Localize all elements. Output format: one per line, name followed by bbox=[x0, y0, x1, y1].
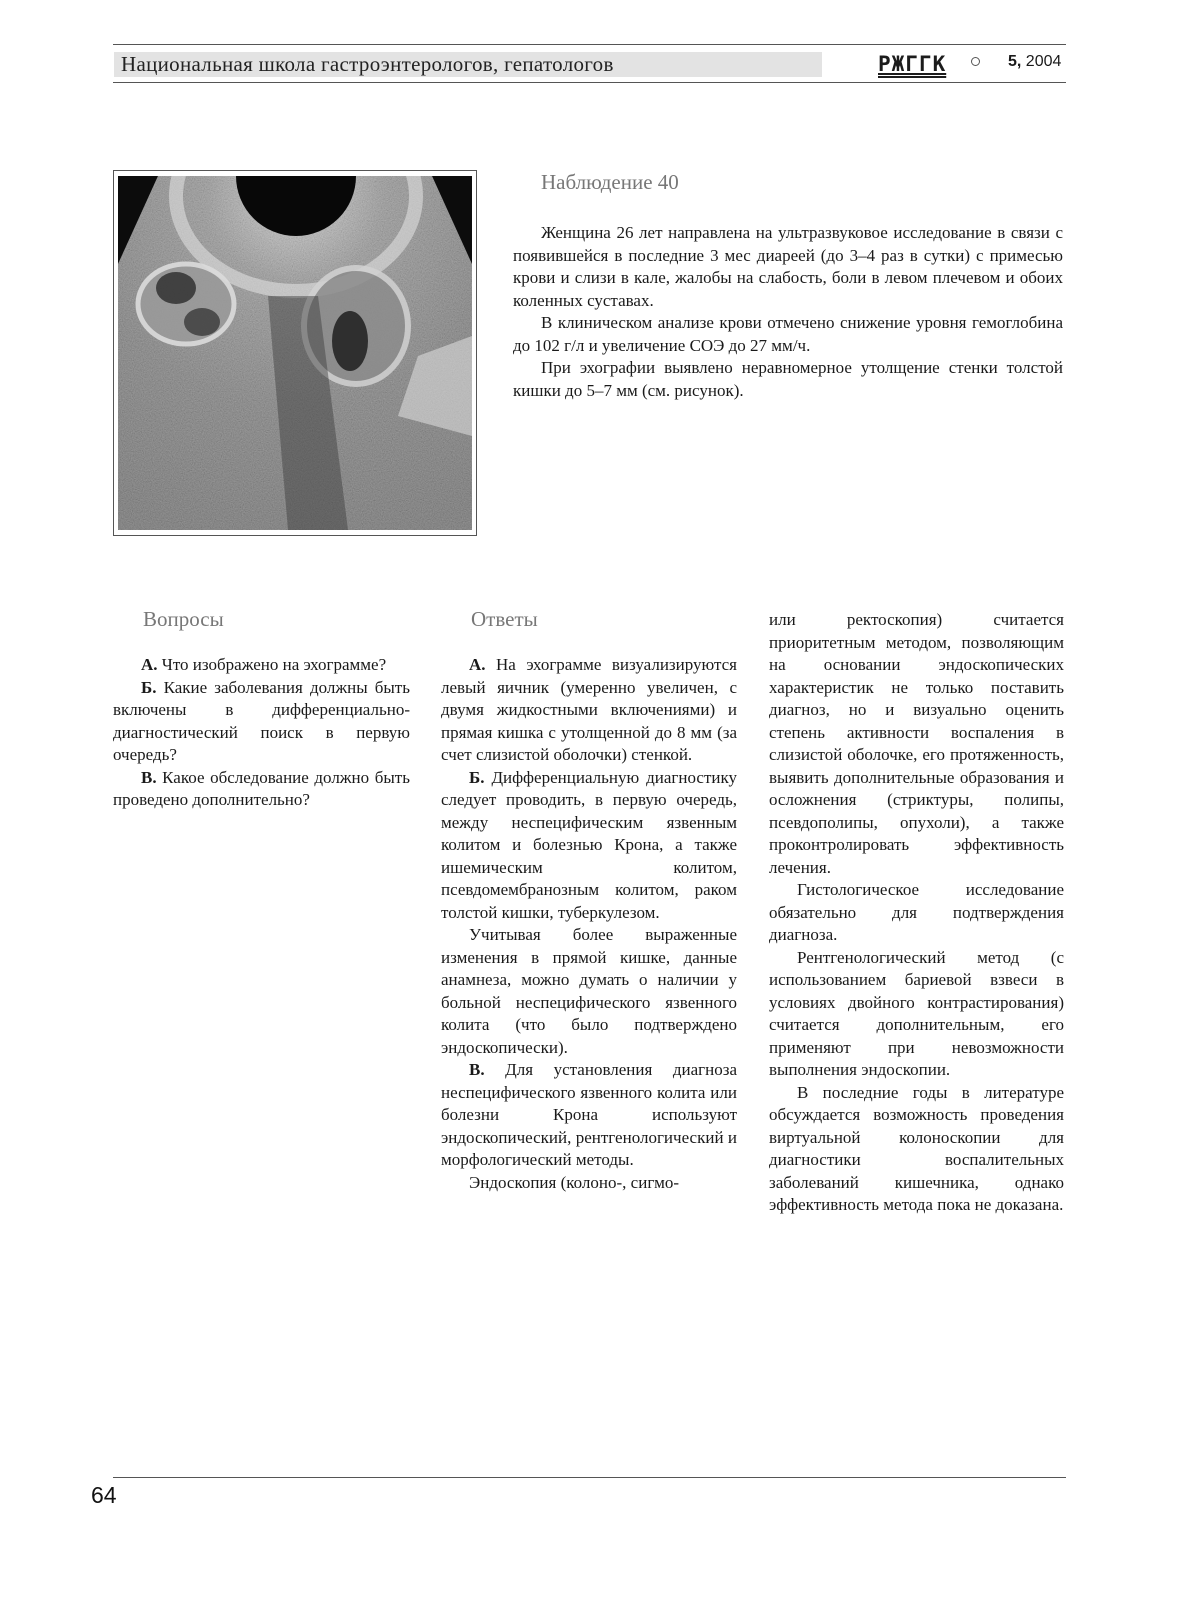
case-description bbox=[513, 222, 1063, 402]
ultrasound-echogram-image bbox=[118, 176, 472, 530]
header-top-rule bbox=[113, 44, 1066, 45]
answer-paragraph: или ректоскопия) считается приоритетным методом, позволяющим на основании эндоскопических характеристик не только поставить диагноз, но и визуально оценить степень активности воспаления в слизистой оболочке, его протяженность, выявить дополнительные образования и осложнения (стриктуры, полипы, псевдополипы, опухоли), а также проконтролировать эффективность лечения. bbox=[769, 610, 1064, 877]
answer-label: Б. bbox=[469, 767, 485, 787]
question-item bbox=[113, 677, 410, 767]
question-label: В. bbox=[141, 767, 157, 787]
questions-heading: Вопросы bbox=[143, 607, 224, 631]
case-paragraph: Женщина 26 лет направлена на ультразвуковое исследование в связи с появившейся в последние 3 мес диареей (до 3–4 раз в сутки) с примесью крови и слизи в кале, жалобы на слабость, боли в левом плечевом и обоих коленных суставах. bbox=[513, 223, 1063, 310]
case-title: Наблюдение 40 bbox=[541, 170, 679, 194]
answer-paragraph bbox=[441, 767, 737, 925]
question-label: А. bbox=[141, 655, 158, 674]
answers-column-1 bbox=[441, 654, 737, 1194]
answer-paragraph: Рентгенологический метод (с использованием бариевой взвеси в условиях двойного контрастирования) считается дополнительным, его применяют при невозможности выполнения эндоскопии. bbox=[769, 947, 1064, 1079]
answer-label: А. bbox=[469, 655, 486, 674]
header-bottom-rule bbox=[113, 82, 1066, 83]
question-label: Б. bbox=[141, 677, 157, 697]
answer-paragraph bbox=[441, 1059, 737, 1172]
journal-section-title: Национальная школа гастроэнтерологов, гепатологов bbox=[121, 52, 614, 76]
issue-info bbox=[1008, 53, 1061, 71]
bullet-separator-icon bbox=[971, 57, 980, 66]
issue-number: 5, bbox=[1008, 53, 1022, 70]
question-text: Какое обследование должно быть проведено дополнительно? bbox=[113, 767, 410, 809]
answer-paragraph: Эндоскопия (колоно-, сигмо- bbox=[469, 1172, 679, 1192]
answer-text: На эхограмме визуализируются левый яичник (умеренно увеличен, с двумя жидкостными включениями) и прямая кишка с утолщенной до 8 мм (за счет слизистой оболочки) стенкой. bbox=[441, 655, 737, 764]
page-number: 64 bbox=[91, 1482, 117, 1508]
footer-rule bbox=[113, 1477, 1066, 1478]
questions-column bbox=[113, 654, 410, 812]
answer-text: Для установления диагноза неспецифического язвенного колита или болезни Крона используют эндоскопический, рентгенологический и морфологический методы. bbox=[441, 1060, 737, 1169]
answer-paragraph: Гистологическое исследование обязательно для подтверждения диагноза. bbox=[769, 880, 1064, 944]
answer-paragraph: В последние годы в литературе обсуждается возможность проведения виртуальной колоноскопии для диагностики воспалительных заболеваний кишечника, однако эффективность метода пока не доказана. bbox=[769, 1082, 1064, 1214]
case-paragraph: При эхографии выявлено неравномерное утолщение стенки толстой кишки до 5–7 мм (см. рисунок). bbox=[513, 358, 1063, 400]
case-paragraph: В клиническом анализе крови отмечено снижение уровня гемоглобина до 102 г/л и увеличение СОЭ до 27 мм/ч. bbox=[513, 313, 1063, 355]
question-text: Что изображено на эхограмме? bbox=[157, 655, 387, 674]
answer-paragraph bbox=[441, 654, 737, 767]
question-item bbox=[113, 767, 410, 812]
answer-text: Дифференциальную диагностику следует проводить, в первую очередь, между неспецифическим язвенным колитом и болезнью Крона, а также ишемическим колитом, псевдомембранозным колитом, раком толстой кишки, туберкулезом. bbox=[441, 767, 737, 922]
answer-paragraph: Учитывая более выраженные изменения в прямой кишке, данные анамнеза, можно думать о наличии у больной неспецифического язвенного колита (что было подтверждено эндоскопически). bbox=[441, 925, 737, 1057]
echogram-figure bbox=[113, 170, 477, 536]
issue-year: 2004 bbox=[1025, 53, 1062, 70]
answer-label: В. bbox=[469, 1060, 485, 1079]
question-item bbox=[113, 654, 410, 677]
question-text: Какие заболевания должны быть включены в дифференциально-диагностический поиск в первую очередь? bbox=[113, 677, 410, 764]
answers-heading: Ответы bbox=[471, 607, 538, 631]
journal-logo: РЖГГК bbox=[878, 52, 947, 76]
answers-column-2 bbox=[769, 609, 1064, 1217]
